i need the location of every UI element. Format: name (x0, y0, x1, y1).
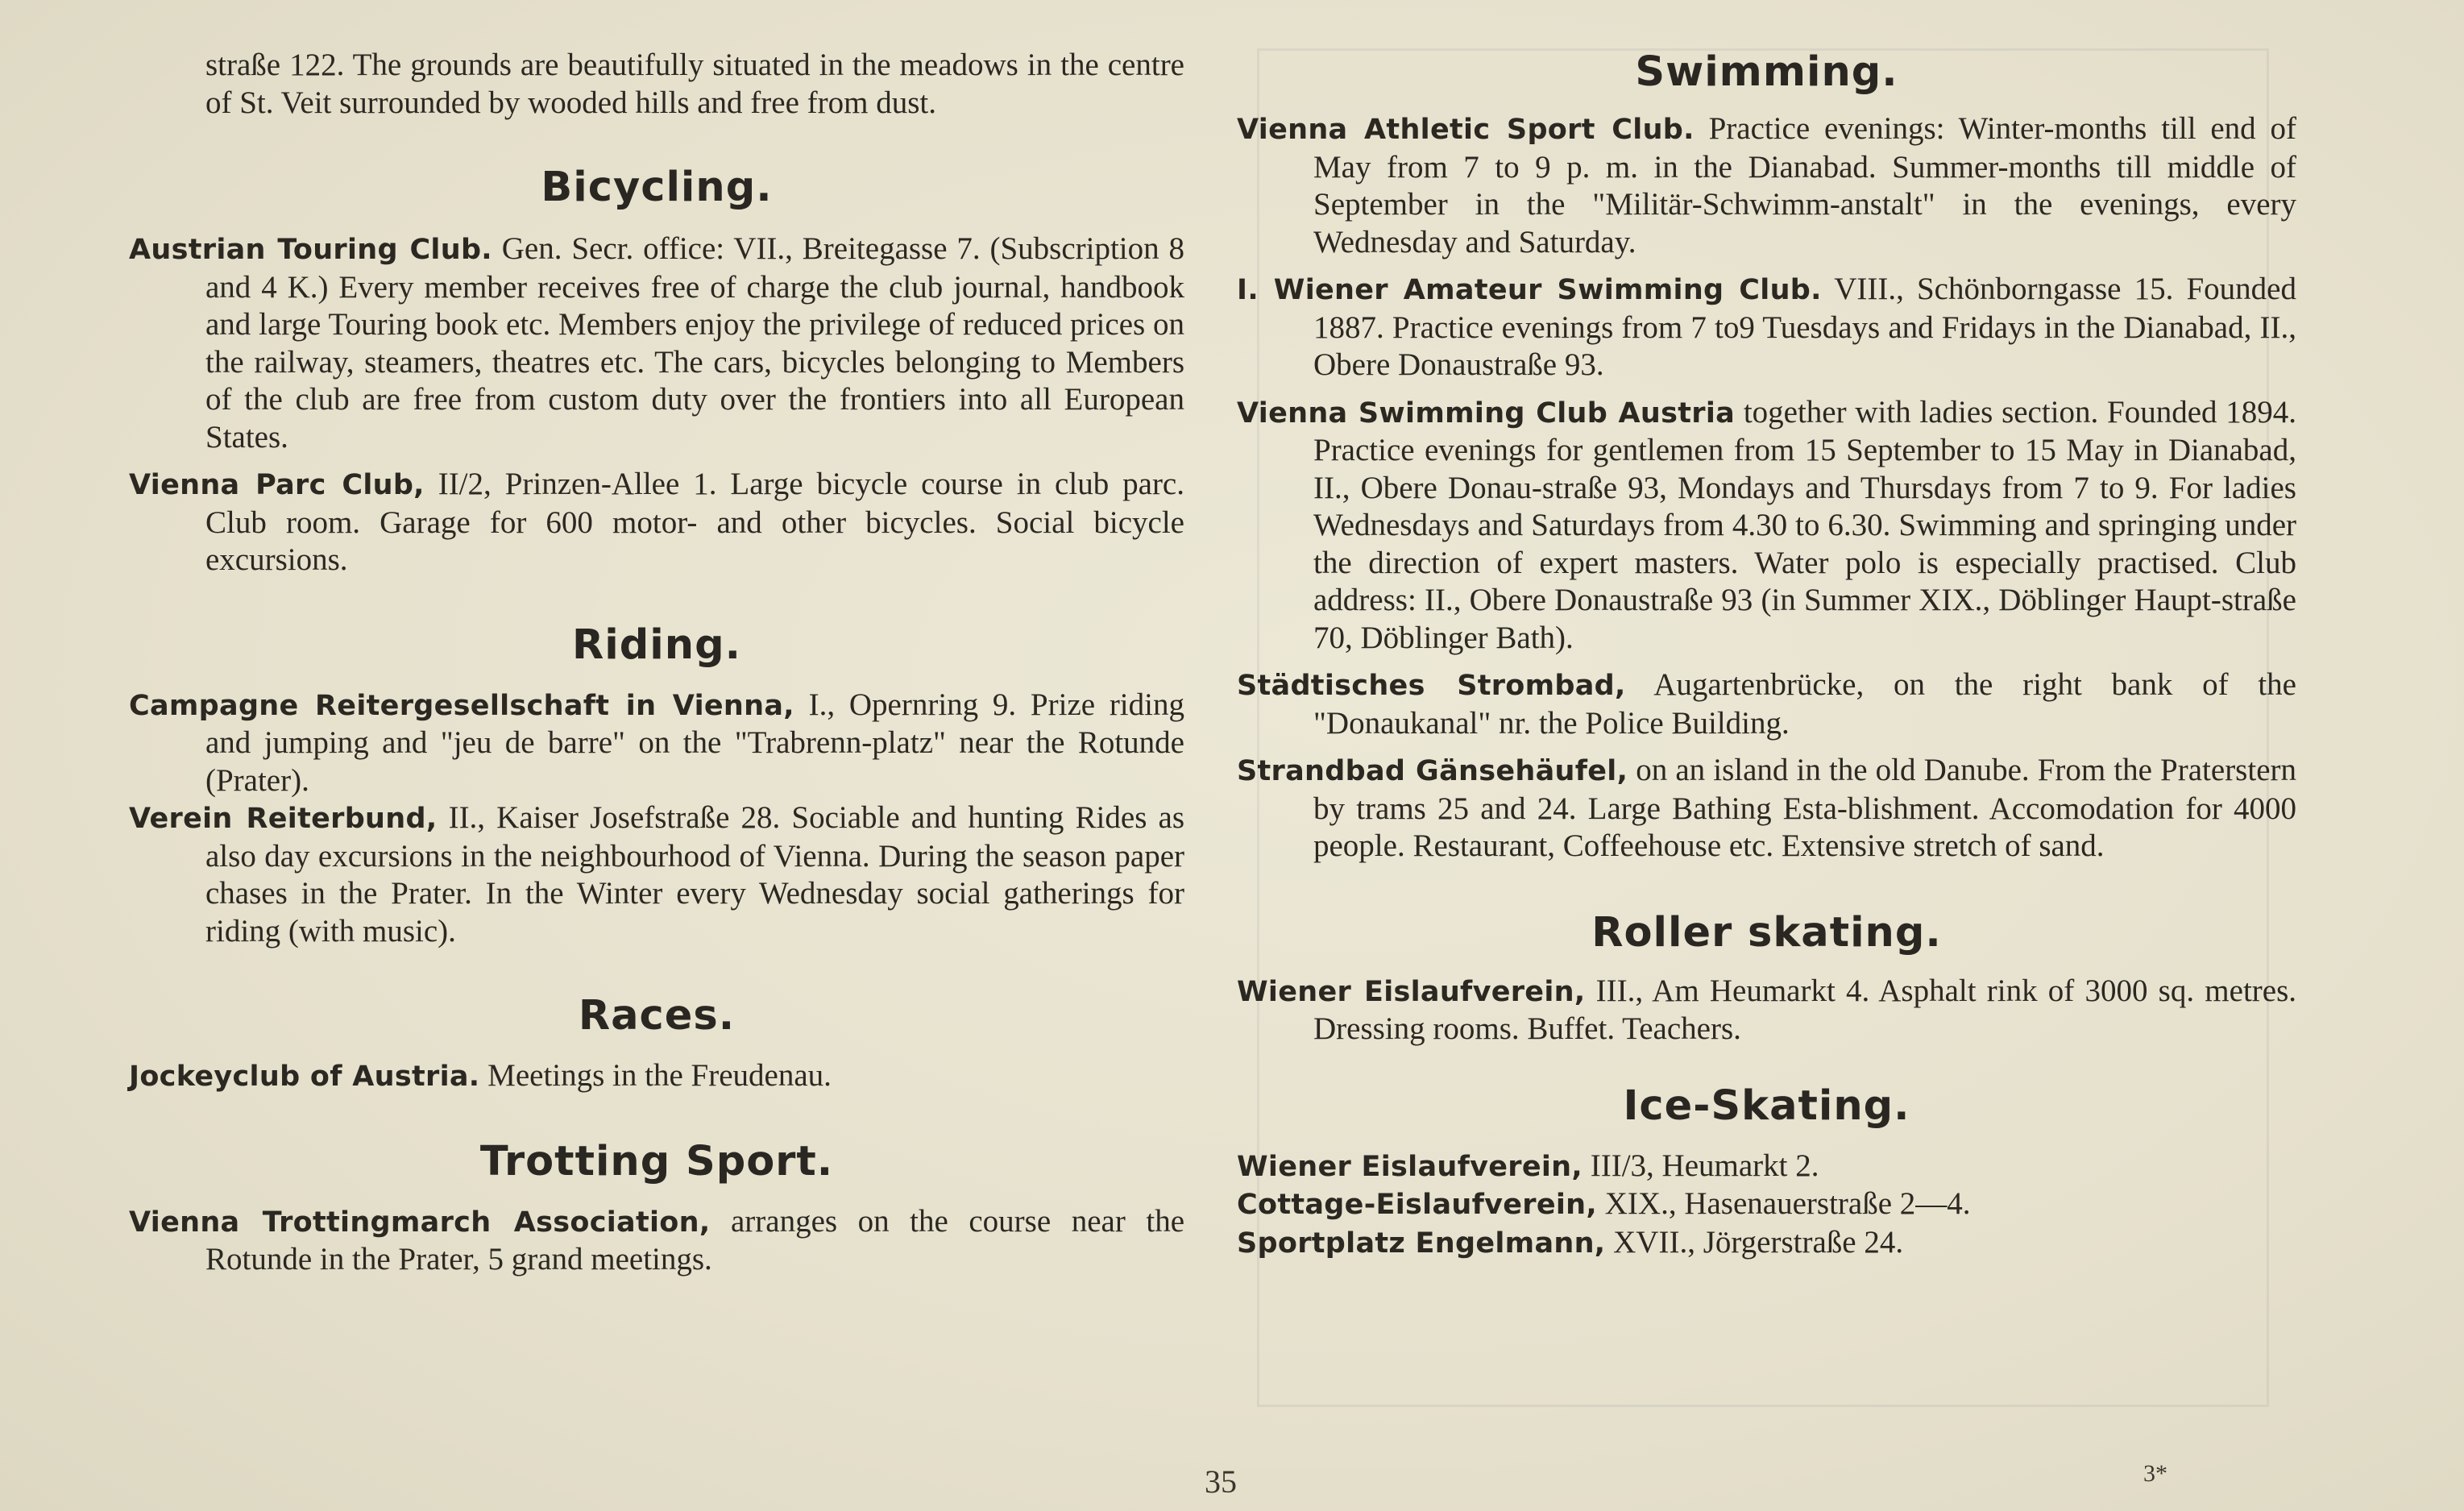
right-column (1237, 47, 2296, 1262)
entry-text: on an island in the old Danube. From the Praterstern by trams 25 and 24. Large Bathing Esta-blishment. Accomodation for 4000 people. Restaurant, Coffeehouse etc. Extensive stretch of sand. (1313, 753, 2296, 863)
entry-text: Gen. Secr. office: VII., Breitegasse 7. (Subscription 8 and 4 K.) Every member receives free of charge the club journal, handbook and large Touring book etc. Members enjoy the privilege of reduced prices on the railway, steamers, theatres etc. The cars, bicycles belonging to Members of the club are free from custom duty over the frontiers into all European States. (205, 231, 1184, 455)
entry-name: Austrian Touring Club. (129, 234, 492, 266)
entry-name: Wiener Eislaufverein, (1237, 1150, 1583, 1183)
entry-text: I., Opernring 9. Prize riding and jumping and "jeu de barre" on the "Trabrenn-platz" near the Rotunde (Prater). (205, 687, 1184, 798)
page-number: 35 (1205, 1463, 1237, 1500)
entry-text: Meetings in the Freudenau. (479, 1058, 832, 1093)
entry-verein-reiterbund (129, 799, 1184, 950)
entry-staedtisches-strombad (1237, 666, 2296, 742)
entry-name: Vienna Parc Club, (129, 469, 425, 501)
entry-text: XIX., Hasenauerstraße 2—4. (1597, 1186, 1971, 1221)
entry-text: XVII., Jörgerstraße 24. (1605, 1224, 1904, 1260)
entry-name: Sportplatz Engelmann, (1237, 1227, 1606, 1260)
entry-text: III., Am Heumarkt 4. Asphalt rink of 3000 sq. metres. Dressing rooms. Buffet. Teachers. (1313, 973, 2297, 1046)
entry-name: Cottage-Eislaufverein, (1237, 1189, 1597, 1221)
entry-name: Wiener Eislaufverein, (1237, 975, 1586, 1008)
entry-name: I. Wiener Amateur Swimming Club. (1237, 274, 1822, 306)
entry-wiener-eislaufverein-roller (1237, 973, 2296, 1048)
entry-name: Vienna Trottingmarch Association, (129, 1206, 711, 1239)
entry-text: Practice evenings: Winter-months till end of May from 7 to 9 p. m. in the Dianabad. Summer-months till middle of September in the "Militär-Schwimm-anstalt" in the evenings, every Wednesday and Saturday. (1313, 111, 2296, 259)
entry-text: III/3, Heumarkt 2. (1583, 1148, 1819, 1183)
heading-roller-skating: Roller skating. (1591, 908, 1942, 957)
heading-bicycling: Bicycling. (541, 164, 773, 211)
heading-races: Races. (578, 992, 736, 1040)
entry-vienna-swimming-club-austria (1237, 394, 2296, 658)
entry-campagne-reitergesellschaft (129, 687, 1184, 800)
heading-trotting-sport: Trotting Sport. (479, 1137, 834, 1185)
entry-vienna-trottingmarch (129, 1203, 1184, 1279)
entry-austrian-touring-club (129, 230, 1184, 456)
left-column (129, 47, 1184, 1279)
entry-strandbad-gaensehaeufel (1237, 752, 2296, 866)
heading-riding: Riding. (572, 621, 741, 669)
entry-sportplatz-engelmann (1237, 1224, 2296, 1263)
entry-text: II/2, Prinzen-Allee 1. Large bicycle course in club parc. Club room. Garage for 600 motor- and other bicycles. Social bicycle excursions. (205, 467, 1184, 577)
entry-name: Vienna Athletic Sport Club. (1237, 114, 1695, 146)
heading-swimming: Swimming. (1635, 48, 1898, 96)
entry-name: Strandbad Gänsehäufel, (1237, 755, 1628, 787)
heading-ice-skating: Ice-Skating. (1623, 1081, 1910, 1130)
entry-name: Jockeyclub of Austria. (129, 1061, 480, 1093)
entry-text: VIII., Schönborngasse 15. Founded 1887. Practice evenings from 7 to9 Tuesdays and Fridays in the Dianabad, II., Obere Donaustraße 93. (1313, 272, 2296, 382)
entry-cottage-eislaufverein (1237, 1185, 2296, 1224)
entry-name: Campagne Reitergesellschaft in Vienna, (129, 689, 794, 722)
entry-wiener-amateur-swimming (1237, 271, 2296, 384)
entry-text: arranges on the course near the Rotunde in the Prater, 5 grand meetings. (205, 1203, 1184, 1276)
entry-wiener-eislaufverein-ice (1237, 1148, 2296, 1186)
entry-vienna-parc-club (129, 466, 1184, 579)
entry-jockeyclub (129, 1057, 1184, 1096)
signature-mark: 3* (2143, 1460, 2167, 1487)
intro-paragraph: straße 122. The grounds are beautifully situated in the meadows in the centre of St. Veit surrounded by wooded hills and free from dust. (205, 48, 1184, 120)
entry-text: II., Kaiser Josefstraße 28. Sociable and hunting Rides as also day excursions in the neighbourhood of Vienna. During the season paper chases in the Prater. In the Winter every Wednesday social gatherings for riding (with music). (205, 800, 1184, 949)
entry-text: Augartenbrücke, on the right bank of the "Donaukanal" nr. the Police Building. (1313, 667, 2296, 741)
entry-name: Vienna Swimming Club Austria (1237, 396, 1736, 430)
entry-name: Städtisches Strombad, (1237, 670, 1626, 702)
entry-text: together with ladies section. Founded 1894. Practice evenings for gentlemen from 15 September to 15 May in Dianabad, II., Obere Donau-straße 93, Mondays and Thursdays from 7 to 9. For ladies Wednesdays and Saturdays from 4.30 to 6.30. Swimming and springing under the direction of expert masters. Water polo is especially practised. Club address: II., Obere Donaustraße 93 (in Summer XIX., Döblinger Haupt-straße 70, Döblinger Bath). (1313, 394, 2296, 655)
entry-vienna-athletic-sport-club (1237, 110, 2296, 261)
entry-name: Verein Reiterbund, (129, 803, 438, 835)
